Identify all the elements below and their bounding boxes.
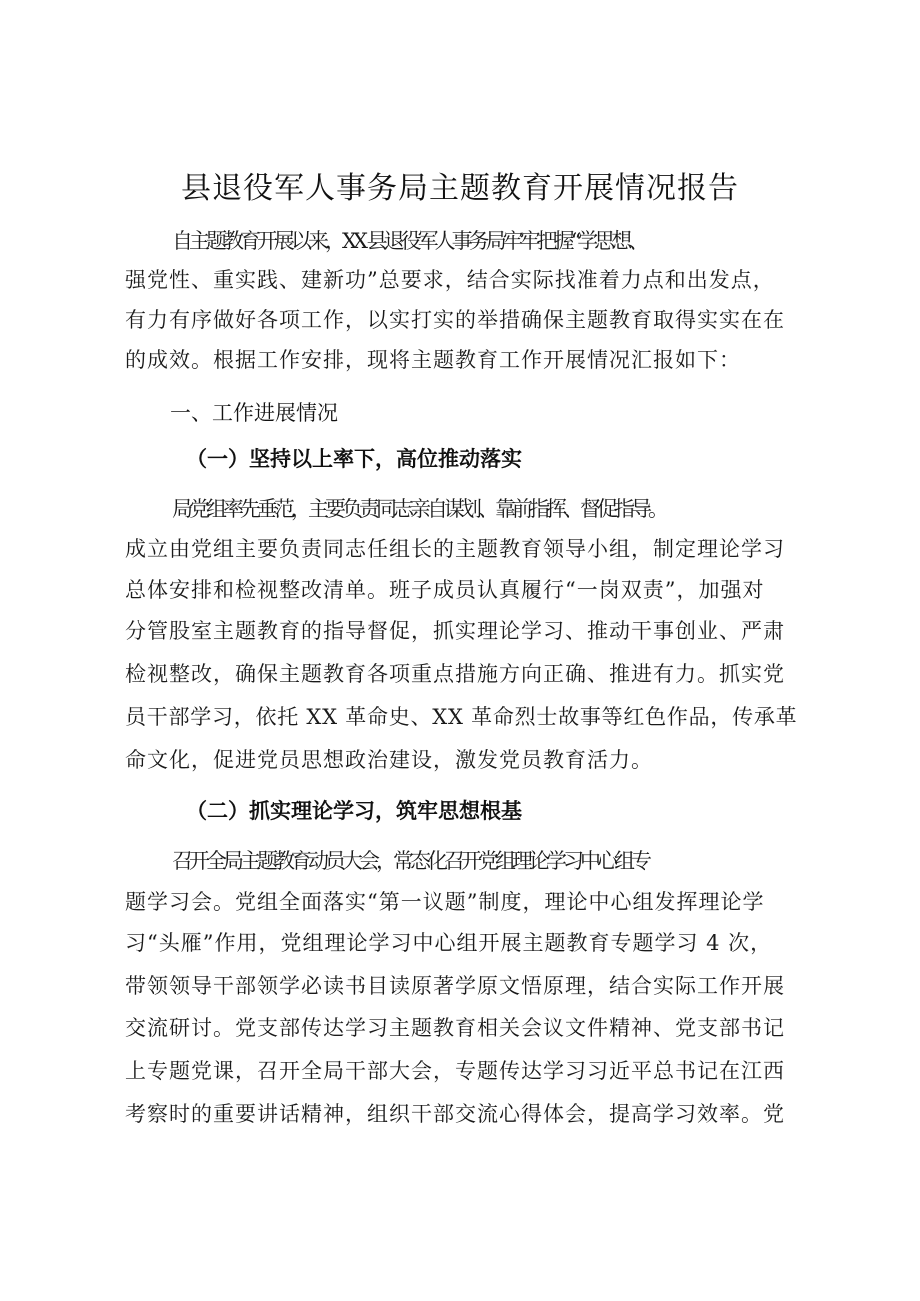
sub1-line-6: 员干部学习，依托 XX 革命史、XX 革命烈士故事等红色作品，传承革 (125, 705, 798, 729)
sub2-line-4: 带领领导干部领学必读书目读原著学原文悟原理，结合实际工作开展 (125, 974, 785, 998)
intro-line-3: 有力有序做好各项工作，以实打实的举措确保主题教育取得实实在在 (125, 308, 785, 332)
sub2-line-3: 习“头雁”作用，党组理论学习中心组开展主题教育专题学习 4 次， (125, 931, 773, 955)
sub1-line-3: 总体安排和检视整改清单。班子成员认真履行“一岗双责”，加强对 (125, 578, 765, 602)
sub2-line-2: 题学习会。党组全面落实“第一议题”制度，理论中心组发挥理论学 (125, 890, 765, 914)
sub1-line-2: 成立由党组主要负责同志任组长的主题教育领导小组，制定理论学习 (125, 537, 785, 561)
sub2-line-5: 交流研讨。党支部传达学习主题教育相关会议文件精神、党支部书记 (125, 1016, 785, 1040)
intro-line-1: 自主题教育开展以来，XX 县退役军人事务局牢牢把握“学思想、 (172, 229, 646, 253)
sub1-line-7: 命文化，促进党员思想政治建设，激发党员教育活力。 (125, 748, 653, 772)
document-title: 县退役军人事务局主题教育开展情况报告 (181, 171, 739, 206)
sub1-line-4: 分管股室主题教育的指导督促，抓实理论学习、推动干事创业、严肃 (125, 619, 785, 643)
sub2-line-6: 上专题党课，召开全局干部大会，专题传达学习习近平总书记在江西 (125, 1059, 785, 1083)
intro-line-4: 的成效。根据工作安排，现将主题教育工作开展情况汇报如下： (125, 348, 741, 372)
sub1-line-1: 局党组率先垂范，主要负责同志亲自谋划、靠前指挥、督促指导。 (172, 497, 665, 521)
subsection-heading-1: （一）坚持以上率下，高位推动落实 (186, 447, 522, 471)
section-heading-1: 一、工作进展情况 (170, 401, 338, 425)
subsection-heading-2: （二）抓实理论学习，筑牢思想根基 (186, 799, 522, 823)
sub1-line-5: 检视整改，确保主题教育各项重点措施方向正确、推进有力。抓实党 (125, 662, 785, 686)
sub2-line-1: 召开全局主题教育动员大会，常态化召开党组理论学习中心组专 (172, 849, 648, 873)
sub2-line-7: 考察时的重要讲话精神，组织干部交流心得体会，提高学习效率。党 (125, 1102, 785, 1126)
intro-line-2: 强党性、重实践、建新功”总要求，结合实际找准着力点和出发点， (125, 268, 775, 292)
